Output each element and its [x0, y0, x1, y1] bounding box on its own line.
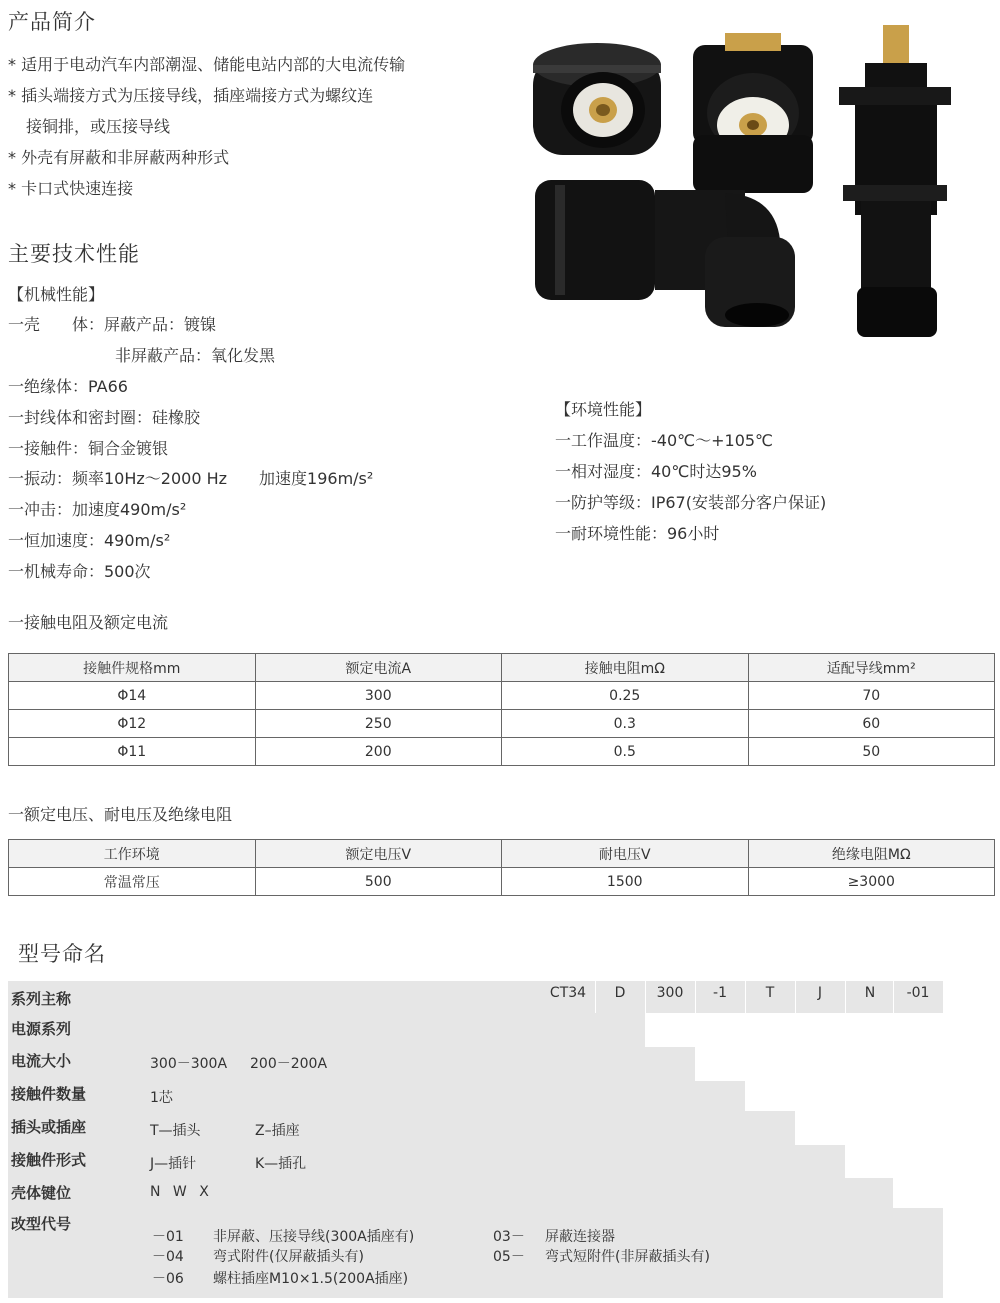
mech-line: 一封线体和密封圈：硅橡胶 — [8, 408, 201, 427]
table-cell: 1500 — [502, 868, 749, 896]
model-band — [8, 1013, 645, 1047]
table-cell: Φ11 — [9, 738, 256, 766]
model-code: J — [817, 985, 823, 1001]
table-header: 额定电流A — [255, 654, 502, 682]
table-header: 适配导线mm² — [748, 654, 995, 682]
intro-bullet: * 卡口式快速连接 — [8, 179, 134, 198]
table-cell: 300 — [255, 682, 502, 710]
variant-text: 弯式短附件(非屏蔽插头有) — [545, 1249, 710, 1265]
model-row-value: T—插头 — [150, 1123, 201, 1139]
mech-line: 一壳 体：屏蔽产品：镀镍 — [8, 315, 217, 334]
model-code: -1 — [713, 985, 727, 1001]
intro-bullet: * 适用于电动汽车内部潮湿、储能电站内部的大电流传输 — [8, 55, 406, 74]
model-band — [8, 1208, 943, 1298]
table-row — [9, 710, 995, 738]
model-code: T — [765, 985, 775, 1001]
model-row-label: 接触件形式 — [11, 1151, 87, 1169]
intro-bullet: * 插头端接方式为压接导线，插座端接方式为螺纹连 — [8, 86, 374, 105]
model-row-value: K—插孔 — [255, 1156, 307, 1172]
table-cell: 200 — [255, 738, 502, 766]
env-line: 一防护等级：IP67(安装部分客户保证) — [555, 493, 827, 512]
table-cell: Φ12 — [9, 710, 256, 738]
variant-text: 非屏蔽、压接导线(300A插座有) — [213, 1229, 415, 1245]
env-line: 一工作温度：-40℃～+105℃ — [555, 431, 774, 450]
model-row-label: 系列主称 — [11, 990, 72, 1008]
table-header: 工作环境 — [9, 840, 256, 868]
variant-code: －04 — [152, 1249, 184, 1265]
intro-title: 产品简介 — [8, 10, 96, 34]
table-cell: 60 — [748, 710, 995, 738]
model-code: 300 — [656, 985, 684, 1001]
mech-line: 一冲击：加速度490m/s² — [8, 500, 187, 519]
connector-straight-image — [839, 25, 951, 337]
contact-resistance-table — [8, 653, 995, 766]
table-header: 耐电压V — [502, 840, 749, 868]
table-cell: Φ14 — [9, 682, 256, 710]
table-cell: ≥3000 — [748, 868, 995, 896]
connector-plug-image — [533, 43, 661, 155]
intro-bullet: 接铜排，或压接导线 — [26, 117, 171, 136]
model-band — [8, 1047, 695, 1081]
table-header: 绝缘电阻MΩ — [748, 840, 995, 868]
voltage-insulation-table — [8, 839, 995, 896]
table-cell: 0.25 — [502, 682, 749, 710]
mech-line: 一恒加速度：490m/s² — [8, 531, 171, 550]
mech-line: 一振动：频率10Hz～2000 Hz 加速度196m/s² — [8, 469, 374, 488]
mech-line: 非屏蔽产品：氧化发黑 — [115, 346, 276, 365]
connector-elbow-image — [535, 180, 795, 327]
model-row-label: 电流大小 — [11, 1052, 72, 1070]
model-code: -01 — [906, 985, 930, 1001]
table-header-row — [9, 654, 995, 682]
table-header: 额定电压V — [255, 840, 502, 868]
model-row-value: 200－200A — [250, 1056, 328, 1072]
model-band — [8, 1145, 845, 1178]
table-cell: 50 — [748, 738, 995, 766]
model-code: N — [864, 985, 876, 1001]
variant-text: 螺柱插座M10×1.5(200A插座) — [213, 1271, 409, 1287]
model-row-label: 改型代号 — [11, 1215, 72, 1233]
table-cell: 0.5 — [502, 738, 749, 766]
variant-code: 03－ — [493, 1229, 525, 1245]
model-row-value: N W X — [150, 1184, 209, 1200]
variant-code: 05－ — [493, 1249, 525, 1265]
mech-title: 【机械性能】 — [8, 285, 105, 304]
variant-code: －01 — [152, 1229, 184, 1245]
table-cell: 70 — [748, 682, 995, 710]
mech-line: 一机械寿命：500次 — [8, 562, 151, 581]
env-line: 一耐环境性能：96小时 — [555, 524, 720, 543]
model-row-value: J—插针 — [150, 1156, 197, 1172]
model-code: CT34 — [549, 985, 587, 1001]
mech-line: 一接触件：铜合金镀银 — [8, 439, 169, 458]
variant-code: －06 — [152, 1271, 184, 1287]
model-row-label: 电源系列 — [11, 1020, 72, 1038]
model-band — [8, 1111, 795, 1145]
model-row-value: Z–插座 — [255, 1123, 300, 1139]
table-row — [9, 682, 995, 710]
model-code: D — [614, 985, 626, 1001]
table-header: 接触件规格mm — [9, 654, 256, 682]
table-cell: 500 — [255, 868, 502, 896]
table-header: 接触电阻mΩ — [502, 654, 749, 682]
table-cell: 250 — [255, 710, 502, 738]
model-row-value: 1芯 — [150, 1090, 173, 1106]
intro-bullet: * 外壳有屏蔽和非屏蔽两种形式 — [8, 148, 230, 167]
variant-text: 弯式附件(仅屏蔽插头有) — [213, 1249, 364, 1265]
table2-caption: 一额定电压、耐电压及绝缘电阻 — [8, 805, 233, 824]
model-band — [8, 1081, 745, 1111]
table-cell: 常温常压 — [9, 868, 256, 896]
model-row-label: 接触件数量 — [11, 1085, 87, 1103]
tech-title: 主要技术性能 — [8, 242, 140, 266]
table-row — [9, 868, 995, 896]
product-photo — [525, 25, 995, 345]
mech-line: 一绝缘体：PA66 — [8, 377, 128, 396]
table-cell: 0.3 — [502, 710, 749, 738]
model-title: 型号命名 — [18, 942, 106, 966]
table1-caption: 一接触电阻及额定电流 — [8, 613, 169, 632]
table-row — [9, 738, 995, 766]
env-title: 【环境性能】 — [555, 400, 652, 419]
connector-receptacle-image — [693, 33, 813, 193]
model-band — [8, 1178, 893, 1208]
env-line: 一相对湿度：40℃时达95% — [555, 462, 757, 481]
model-row-label: 插头或插座 — [11, 1118, 87, 1136]
model-row-value: 300－300A — [150, 1056, 228, 1072]
table-header-row — [9, 840, 995, 868]
model-row-label: 壳体键位 — [11, 1184, 72, 1202]
variant-text: 屏蔽连接器 — [545, 1229, 615, 1245]
